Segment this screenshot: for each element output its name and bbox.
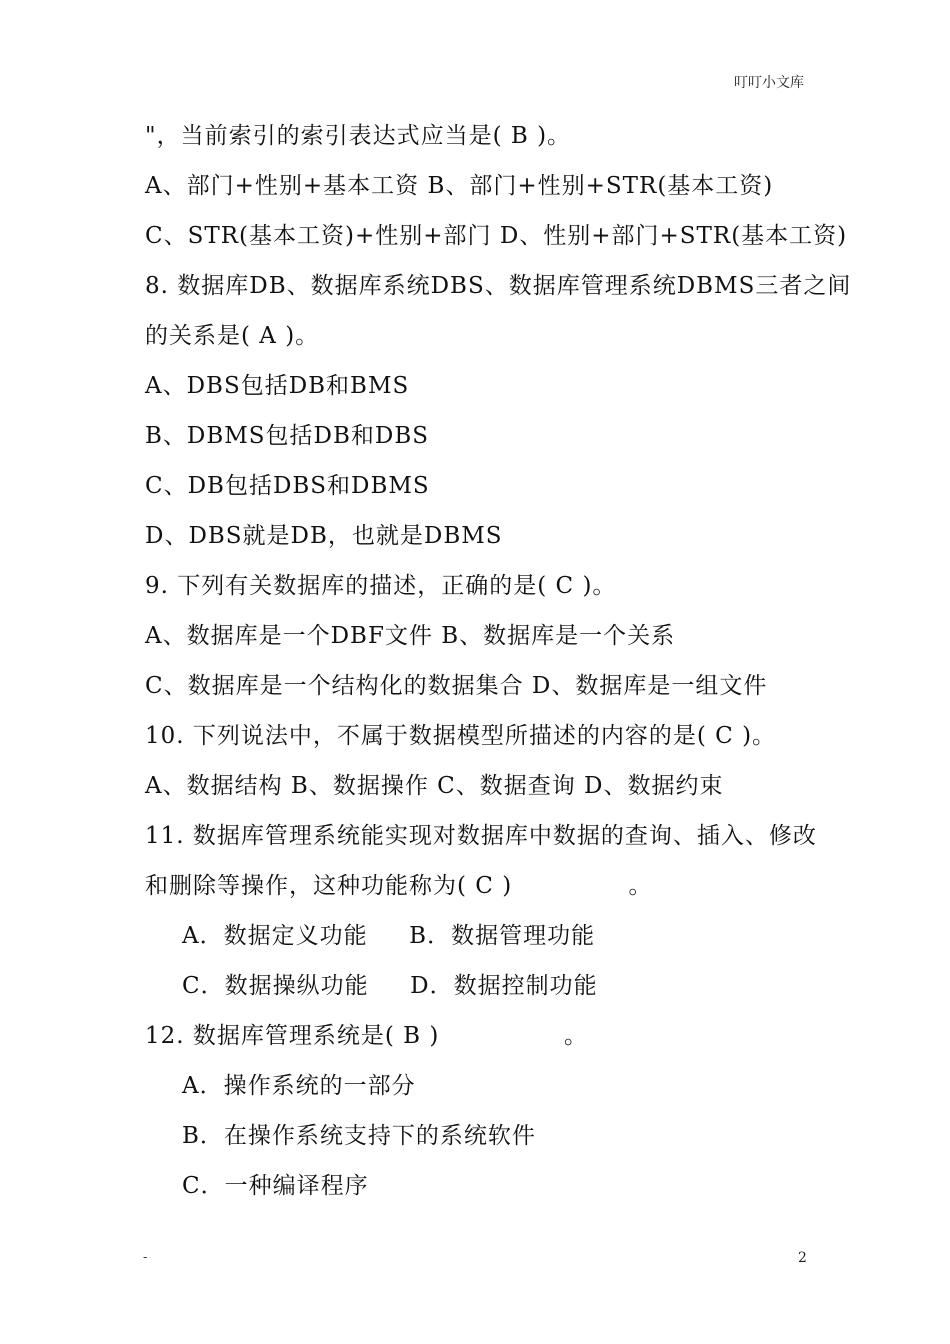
question-9-line: 9. 下列有关数据库的描述，正确的是( C )。 bbox=[145, 573, 617, 599]
option-line: A、数据结构 B、数据操作 C、数据查询 D、数据约束 bbox=[145, 773, 724, 799]
option-line: C．一种编译程序 bbox=[182, 1173, 369, 1199]
document-header-brand: 叮叮小文库 bbox=[734, 75, 804, 91]
text-line: 和删除等操作，这种功能称为( C ) 。 bbox=[145, 873, 653, 899]
option-line: B、DBMS包括DB和DBS bbox=[145, 423, 429, 449]
question-12-line: 12. 数据库管理系统是( B ) 。 bbox=[145, 1023, 589, 1049]
option-line: C．数据操纵功能 D．数据控制功能 bbox=[182, 973, 598, 999]
option-line: B．在操作系统支持下的系统软件 bbox=[182, 1123, 536, 1149]
option-line: C、DB包括DBS和DBMS bbox=[145, 473, 430, 499]
text-line: 的关系是( A )。 bbox=[145, 323, 320, 349]
text-line: "，当前索引的索引表达式应当是( B )。 bbox=[145, 123, 572, 149]
option-line: A、DBS包括DB和BMS bbox=[145, 373, 410, 399]
option-line: C、数据库是一个结构化的数据集合 D、数据库是一组文件 bbox=[145, 673, 768, 699]
question-8-line: 8. 数据库DB、数据库系统DBS、数据库管理系统DBMS三者之间 bbox=[145, 273, 852, 299]
question-11-line: 11. 数据库管理系统能实现对数据库中数据的查询、插入、修改 bbox=[145, 823, 817, 849]
text-line: C、STR(基本工资)+性别+部门 D、性别+部门+STR(基本工资) bbox=[145, 223, 848, 249]
text-line: A、部门+性别+基本工资 B、部门+性别+STR(基本工资) bbox=[145, 173, 774, 199]
option-line: A．操作系统的一部分 bbox=[182, 1073, 416, 1099]
option-line: D、DBS就是DB，也就是DBMS bbox=[145, 523, 503, 549]
page-number: 2 bbox=[798, 1250, 807, 1266]
option-line: A．数据定义功能 B．数据管理功能 bbox=[182, 923, 596, 949]
footer-mark: - bbox=[143, 1250, 148, 1265]
option-line: A、数据库是一个DBF文件 B、数据库是一个关系 bbox=[145, 623, 676, 649]
question-10-line: 10. 下列说法中，不属于数据模型所描述的内容的是( C )。 bbox=[145, 723, 777, 749]
document-body bbox=[145, 111, 852, 1211]
